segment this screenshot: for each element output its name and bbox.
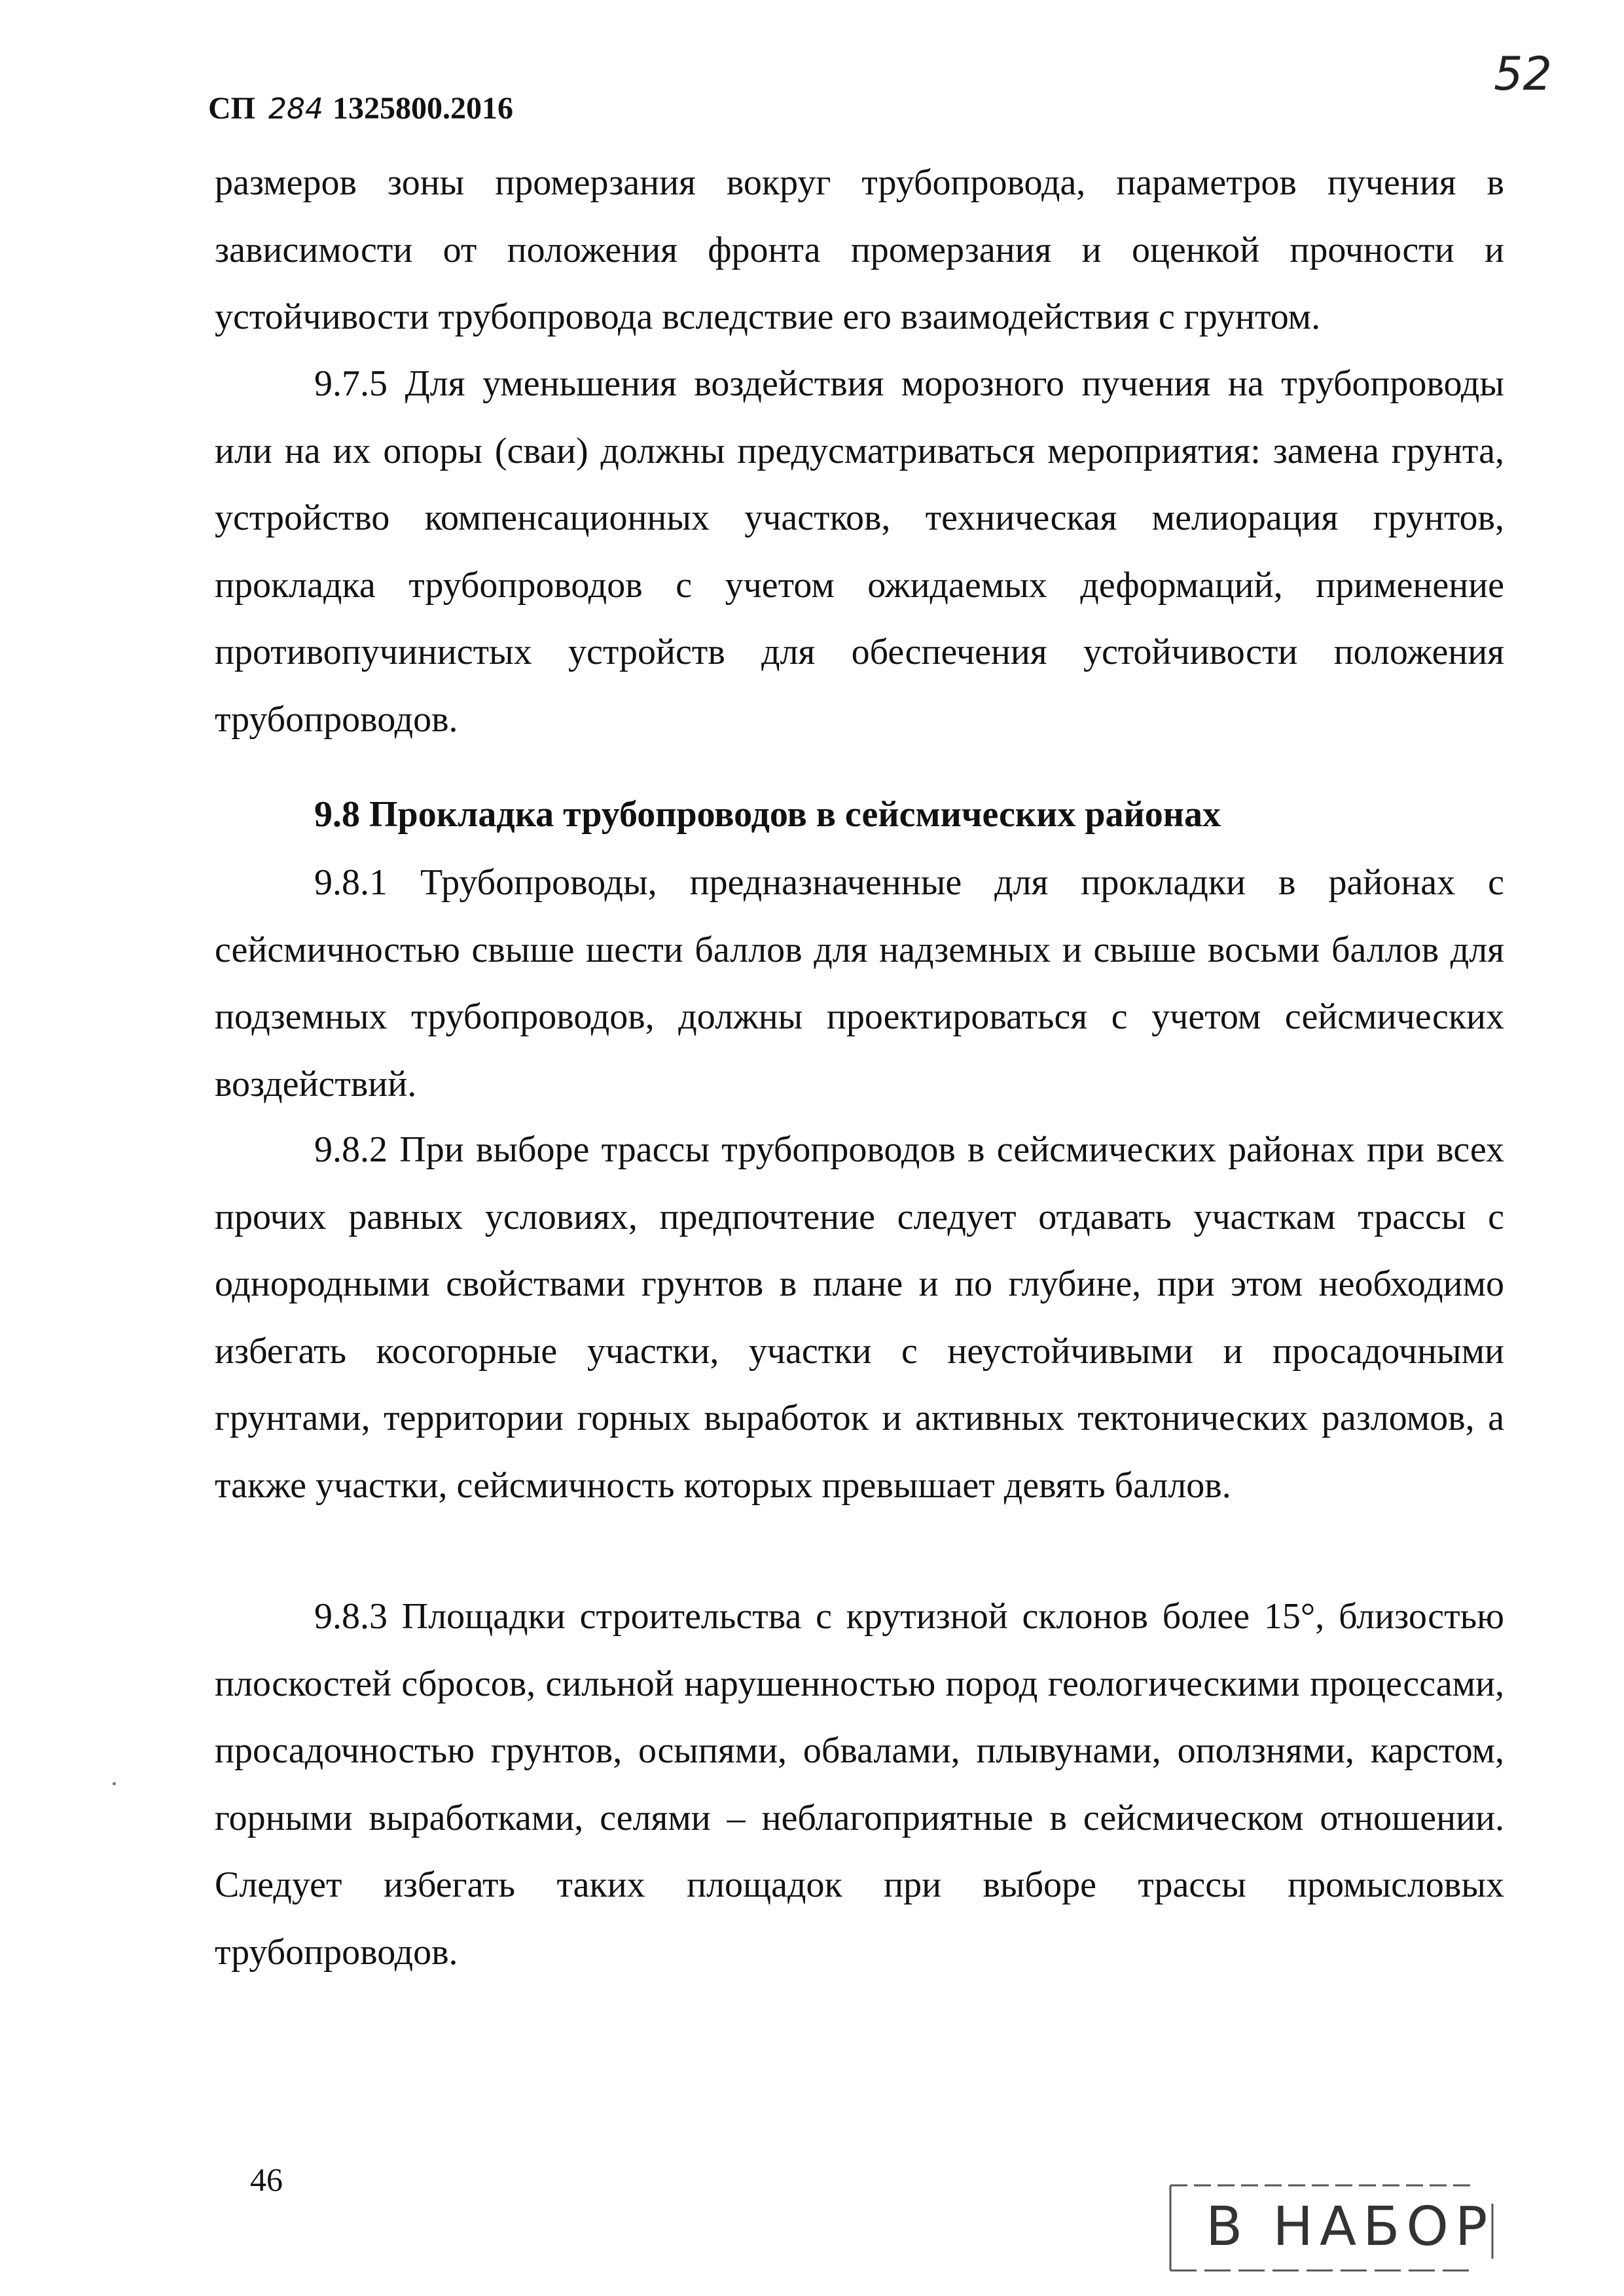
scan-speck — [113, 1782, 116, 1785]
paragraph-9-7-5 — [215, 350, 1504, 753]
paragraph-9-8-1 — [215, 849, 1504, 1118]
paragraph-continuation — [215, 149, 1504, 351]
paragraph-9-8-2 — [215, 1116, 1504, 1519]
stamp-box — [1165, 2180, 1506, 2277]
paragraph-text: 9.8.1 Трубопроводы, предназначенные для прокладки в районах с сейсмичностью свыше шести баллов для надземных и свыше восьми баллов для подземных трубопроводов, должны проектироваться с учетом сейсмических воздействий. — [215, 862, 1504, 1104]
handwritten-code: 284 — [268, 92, 323, 126]
standard-number: 1325800.2016 — [332, 91, 513, 126]
document-header — [208, 90, 513, 126]
stamp-text: В НАБОР — [1206, 2196, 1494, 2258]
handwritten-page-mark: 52 — [1494, 47, 1553, 101]
paragraph-text: 9.8.2 При выборе трассы трубопроводов в сейсмических районах при всех прочих равных условиях, предпочтение следует отдавать участкам трассы с однородными свойствами грунтов в плане и по глубине, при этом необходимо избегать косогорные участки, участки с неустойчивыми и просадочными грунтами, территории горных выработок и активных тектонических разломов, а также участки, сейсмичность которых превышает девять баллов. — [215, 1129, 1504, 1506]
paragraph-text: размеров зоны промерзания вокруг трубопровода, параметров пучения в зависимости от положения фронта промерзания и оценкой прочности и устойчивости трубопровода вследствие его взаимодействия с грунтом. — [215, 162, 1504, 337]
header-prefix: СП — [208, 91, 255, 126]
paragraph-text: 9.8.3 Площадки строительства с крутизной склонов более 15°, близостью плоскостей сбросов, сильной нарушенностью пород геологическими процессами, просадочностью грунтов, осыпями, обвалами, плывунами, оползнями, карстом, горными выработками, селями – неблагоприятные в сейсмическом отношении. Следует избегать таких площадок при выборе трассы промысловых трубопроводов. — [215, 1596, 1504, 1973]
section-heading-text: 9.8 Прокладка трубопроводов в сейсмических районах — [314, 794, 1221, 835]
page-number: 46 — [250, 2161, 283, 2198]
paragraph-text: 9.7.5 Для уменьшения воздействия морозного пучения на трубопроводы или на их опоры (сваи) должны предусматриваться мероприятия: замена грунта, устройство компенсационных участков, техническая мелиорация грунтов, прокладка трубопроводов с учетом ожидаемых деформаций, применение противопучинистых устройств для обеспечения устойчивости положения трубопроводов. — [215, 363, 1504, 740]
section-heading — [215, 781, 1504, 848]
paragraph-9-8-3 — [215, 1583, 1504, 1986]
